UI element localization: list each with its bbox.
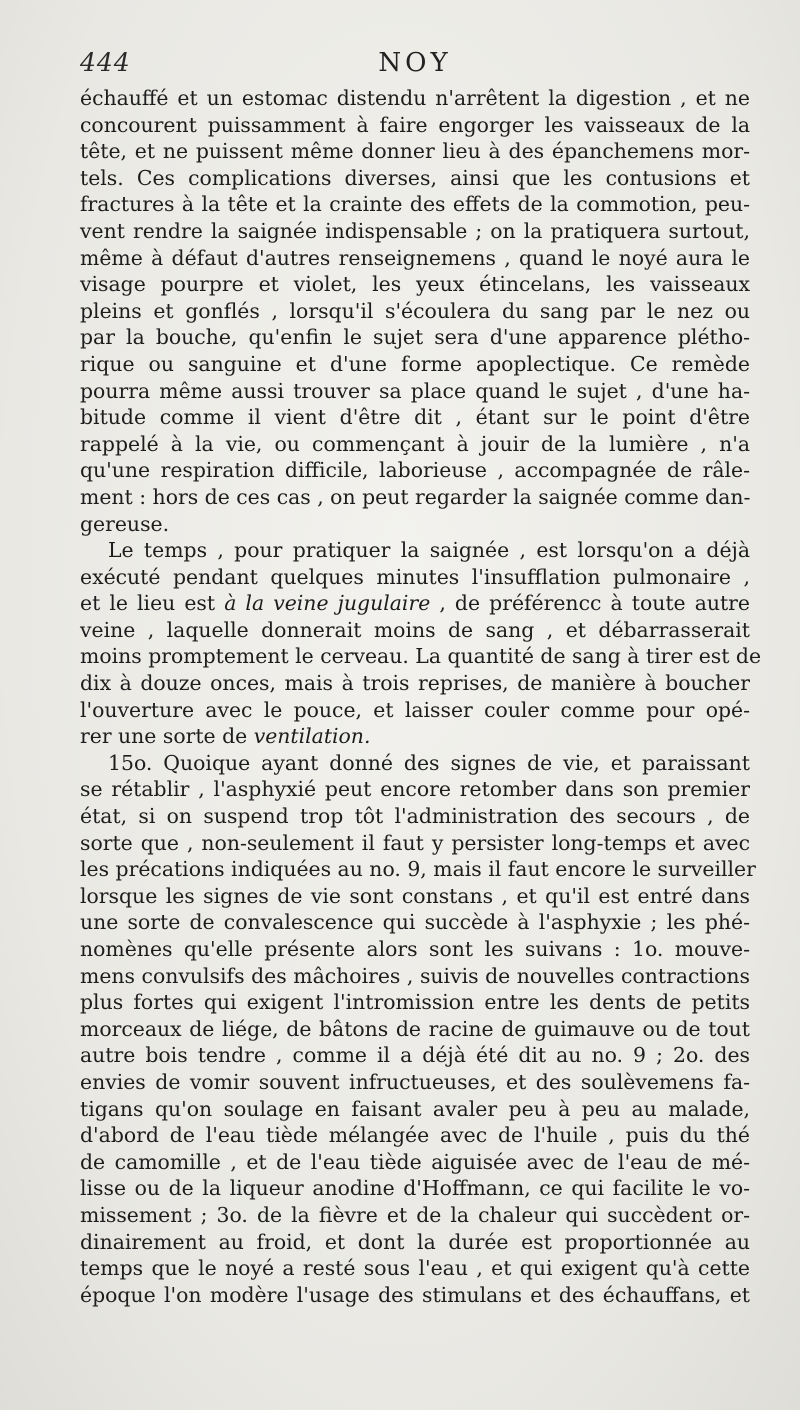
text-line: tels. Ces complications diverses, ainsi que les contusions et <box>80 165 750 190</box>
text-segment: et le lieu est <box>80 591 225 616</box>
text-line: visage pourpre et violet, les yeux étincelans, les vaisseaux <box>80 272 750 297</box>
text-line: nomènes qu'elle présente alors sont les suivans : 1o. mouve- <box>80 937 750 961</box>
text-line: 15o. Quoique ayant donné des signes de vie, et paraissant <box>108 750 750 775</box>
text-line: concourent puissamment à faire engorger les vaisseaux de la <box>80 112 750 137</box>
page-header <box>80 48 750 88</box>
text-line: vent rendre la saignée indispensable ; on la pratiquera surtout, <box>80 218 750 243</box>
text-line: ment : hors de ces cas , on peut regarder la saignée comme dan- <box>80 484 751 509</box>
text-line: d'abord de l'eau tiède mélangée avec de l'huile , puis du thé <box>80 1123 750 1148</box>
text-line: moins promptement le cerveau. La quantité de sang à tirer est de <box>80 644 762 669</box>
text-line: se rétablir , l'asphyxié peut encore retomber dans son premier <box>80 777 750 802</box>
text-line: pleins et gonflés , lorsqu'il s'écoulera du sang par le nez ou <box>80 298 750 323</box>
text-line: qu'une respiration difficile, laborieuse , accompagnée de râle- <box>80 458 750 483</box>
text-line: rappelé à la vie, ou commençant à jouir de la lumière , n'a <box>80 431 750 456</box>
text-line: veine , laquelle donnerait moins de sang , et débarrasserait <box>80 617 750 642</box>
text-line: lorsque les signes de vie sont constans , et qu'il est entré dans <box>80 883 750 908</box>
text-line: Le temps , pour pratiquer la saignée , est lorsqu'on a déjà <box>108 538 750 563</box>
running-head: NOY <box>378 48 452 78</box>
text-line: tête, et ne puissent même donner lieu à des épanchemens mor- <box>80 139 750 164</box>
text-line: les précations indiquées au no. 9, mais il faut encore le surveiller <box>80 857 756 882</box>
text-line: fractures à la tête et la crainte des effets de la commotion, peu- <box>80 192 750 217</box>
text-line: une sorte de convalescence qui succède à l'asphyxie ; les phé- <box>80 910 750 935</box>
text-line: missement ; 3o. de la fièvre et de la chaleur qui succèdent or- <box>80 1202 750 1227</box>
text-line: dix à douze onces, mais à trois reprises, de manière à boucher <box>80 671 750 696</box>
text-line: sorte que , non-seulement il faut y persister long-temps et avec <box>80 830 750 855</box>
text-line: pourra même aussi trouver sa place quand le sujet , d'une ha- <box>80 378 750 403</box>
italic-text: à la veine jugulaire <box>224 591 431 616</box>
text-line: mens convulsifs des mâchoires , suivis de nouvelles contractions <box>80 963 750 988</box>
text-line: rique ou sanguine et d'une forme apoplectique. Ce remède <box>80 351 750 376</box>
text-line: morceaux de liége, de bâtons de racine de guimauve ou de tout <box>80 1016 750 1041</box>
text-line: même à défaut d'autres renseignemens , quand le noyé aura le <box>80 245 750 270</box>
text-line: par la bouche, qu'enfin le sujet sera d'une apparence plétho- <box>80 325 750 350</box>
text-line: bitude comme il vient d'être dit , étant sur le point d'être <box>80 405 750 430</box>
page-number: 444 <box>80 48 131 77</box>
text-line: lisse ou de la liqueur anodine d'Hoffmann, ce qui facilite le vo- <box>80 1176 750 1201</box>
text-line: époque l'on modère l'usage des stimulans et des échauffans, et <box>80 1282 750 1307</box>
text-line: échauffé et un estomac distendu n'arrêtent la digestion , et ne <box>80 86 750 110</box>
text-line: gereuse. <box>80 511 170 536</box>
text-line: état, si on suspend trop tôt l'administration des secours , de <box>80 804 750 829</box>
text-line: autre bois tendre , comme il a déjà été dit au no. 9 ; 2o. des <box>80 1043 750 1068</box>
text-line: tigans qu'on soulage en faisant avaler peu à peu au malade, <box>80 1096 750 1121</box>
italic-text: ventilation. <box>253 724 371 749</box>
body-text <box>80 85 762 1308</box>
text-line: temps que le noyé a resté sous l'eau , et qui exigent qu'à cette <box>80 1256 750 1281</box>
text-line <box>80 590 750 617</box>
text-segment: rer une sorte de <box>80 724 254 749</box>
text-line: dinairement au froid, et dont la durée est proportionnée au <box>80 1229 750 1254</box>
text-line: l'ouverture avec le pouce, et laisser couler comme pour opé- <box>80 697 750 722</box>
text-line: plus fortes qui exigent l'intromission entre les dents de petits <box>80 990 750 1015</box>
text-line: de camomille , et de l'eau tiède aiguisée avec de l'eau de mé- <box>80 1149 750 1174</box>
text-line: exécuté pendant quelques minutes l'insufflation pulmonaire , <box>80 564 750 589</box>
text-line: envies de vomir souvent infructueuses, et des soulèvemens fa- <box>80 1069 750 1094</box>
text-segment: , de préférencc à toute autre <box>430 591 750 616</box>
text-line <box>80 723 750 750</box>
